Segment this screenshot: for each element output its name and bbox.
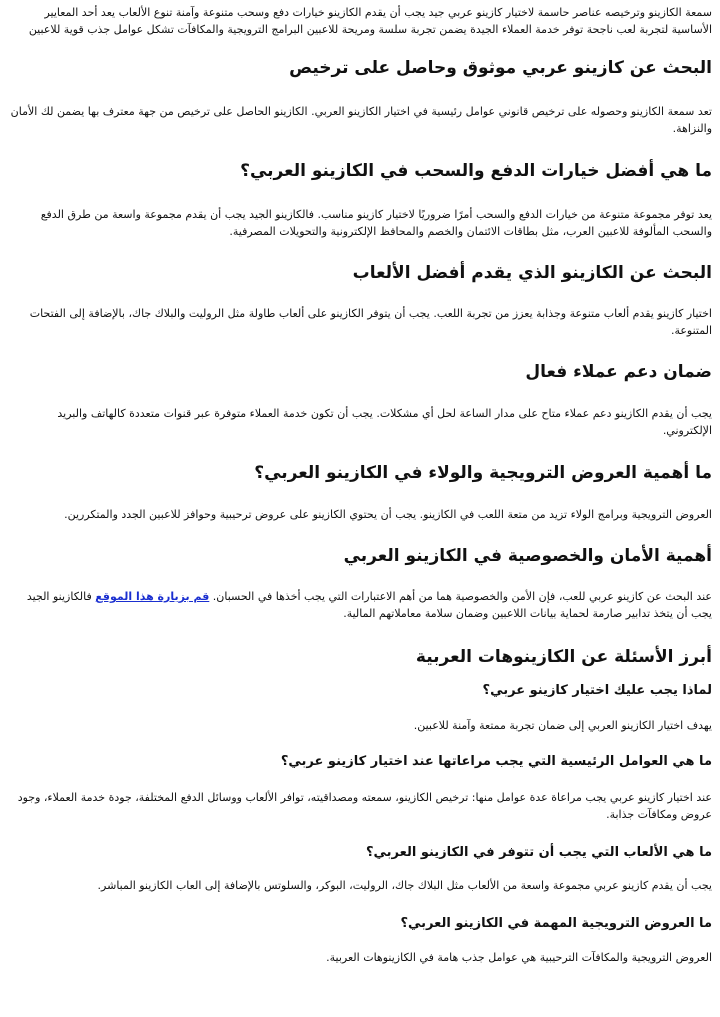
heading-customer-support: ضمان دعم عملاء فعال	[525, 362, 712, 382]
heading-licensed-casino: البحث عن كازينو عربي موثوق وحاصل على ترخيص	[289, 58, 712, 78]
visit-site-link[interactable]: قم بزيارة هذا الموقع	[95, 590, 210, 603]
heading-promotions-loyalty: ما أهمية العروض الترويجية والولاء في الكازينو العربي؟	[254, 463, 712, 483]
intro-paragraph: سمعة الكازينو وترخيصه عناصر حاسمة لاختيار كازينو عربي جيد يجب أن يقدم الكازينو خيارات دفع وسحب متنوعة وآمنة تنوع الألعاب يعد أحد المعايير الأساسية لتجربة لعب ناجحة توفر خدمة العملاء الجيدة يضمن تجربة سلسة ومريحة للاعبين البرامج الترويجية والمكافآت تشكل عوامل جذب قوية للاعبين	[28, 6, 712, 36]
paragraph-best-games: اختيار كازينو يقدم ألعاب متنوعة وجذابة يعزز من تجربة اللعب. يجب أن يتوفر الكازينو على ألعاب طاولة مثل الروليت والبلاك جاك، بالإضافة إلى الفتحات المتنوعة.	[29, 307, 712, 337]
faq-question-key-factors: ما هي العوامل الرئيسية التي يجب مراعاتها عند اختيار كازينو عربي؟	[280, 754, 712, 769]
paragraph-promotions-loyalty: العروض الترويجية وبرامج الولاء تزيد من متعة اللعب في الكازينو. يجب أن يحتوي الكازينو على عروض ترحيبية وحوافز للاعبين الجدد والمتكررين.	[64, 508, 712, 521]
heading-security-privacy: أهمية الأمان والخصوصية في الكازينو العربي	[343, 546, 712, 566]
heading-payment-options: ما هي أفضل خيارات الدفع والسحب في الكازينو العربي؟	[240, 161, 712, 181]
faq-question-games: ما هي الألعاب التي يجب أن تتوفر في الكازينو العربي؟	[365, 845, 712, 860]
paragraph-security-privacy	[10, 588, 712, 622]
security-text-after-link: فالكازينو الجيد يجب أن يتخذ تدابير صارمة لحماية بيانات اللاعبين وضمان سلامة معاملاتهم المالية.	[26, 590, 712, 620]
security-text-before-link: عند البحث عن كازينو عربي للعب، فإن الأمن والخصوصية هما من أهم الاعتبارات التي يجب أخذها في الحسبان.	[209, 590, 712, 603]
heading-faq: أبرز الأسئلة عن الكازينوهات العربية	[415, 647, 712, 667]
faq-answer-games: يجب أن يقدم كازينو عربي مجموعة واسعة من الألعاب مثل البلاك جاك، الروليت، البوكر، والسلوتس بالإضافة إلى العاب الكازينو المباشر.	[97, 879, 712, 892]
paragraph-payment-options: يعد توفر مجموعة متنوعة من خيارات الدفع والسحب أمرًا ضروريًا لاختيار كازينو مناسب. فالكازينو الجيد يجب أن يقدم مجموعة واسعة من طرق الدفع والسحب المألوفة للاعبين العرب، مثل بطاقات الائتمان والخصم والمحافظ الإلكترونية والتحويلات المصرفية.	[40, 208, 712, 238]
paragraph-customer-support: يجب أن يقدم الكازينو دعم عملاء متاح على مدار الساعة لحل أي مشكلات. يجب أن تكون خدمة العملاء متوفرة عبر قنوات متعددة كالهاتف والبريد الإلكتروني.	[57, 407, 712, 437]
faq-question-promotions: ما العروض الترويجية المهمة في الكازينو العربي؟	[400, 916, 712, 931]
faq-question-why-arab-casino: لماذا يجب عليك اختيار كازينو عربي؟	[482, 683, 712, 698]
faq-answer-why-arab-casino: يهدف اختيار الكازينو العربي إلى ضمان تجربة ممتعة وآمنة للاعبين.	[413, 719, 712, 732]
paragraph-licensed-casino: تعد سمعة الكازينو وحصوله على ترخيص قانوني عوامل رئيسية في اختيار الكازينو العربي. الكازينو الحاصل على ترخيص من جهة معترف بها يضمن لك الأمان والنزاهة.	[10, 105, 712, 135]
faq-answer-promotions: العروض الترويجية والمكافآت الترحيبية هي عوامل جذب هامة في الكازينوهات العربية.	[326, 951, 712, 964]
heading-best-games: البحث عن الكازينو الذي يقدم أفضل الألعاب	[352, 263, 712, 283]
faq-answer-key-factors: عند اختيار كازينو عربي يجب مراعاة عدة عوامل منها: ترخيص الكازينو، سمعته ومصداقيته، توافر الألعاب ووسائل الدفع المختلفة، جودة خدمة العملاء، وجود عروض ومكافآت جذابة.	[17, 791, 712, 821]
